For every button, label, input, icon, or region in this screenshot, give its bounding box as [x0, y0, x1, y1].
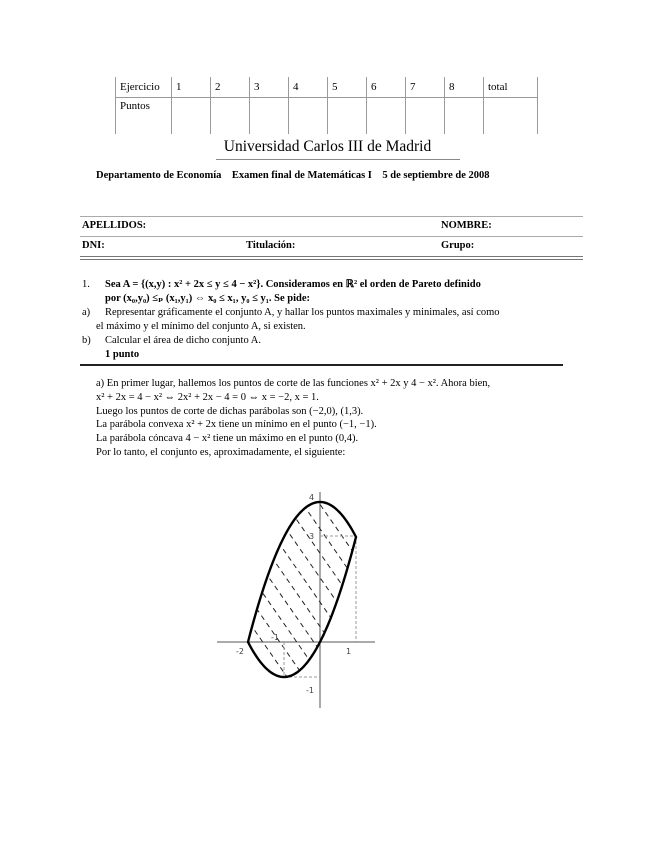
- exam-date: 5 de septiembre de 2008: [382, 170, 490, 181]
- answer-line: La parábola cóncava 4 − x² tiene un máximo en el punto (0,4).: [96, 433, 359, 444]
- region-figure: [215, 490, 385, 715]
- tick-label-x-2: -2: [236, 647, 244, 656]
- score-header-cell: 8: [445, 77, 484, 98]
- part-b-text: Calcular el área de dicho conjunto A.: [105, 335, 261, 346]
- question-points: 1 punto: [105, 349, 140, 360]
- title-underline: [216, 159, 460, 160]
- part-b-label: b): [82, 335, 91, 346]
- score-row-label: Puntos: [116, 98, 172, 135]
- department: Departamento de Economía: [96, 170, 222, 181]
- part-a-text: el máximo y el mínimo del conjunto A, si existen.: [96, 321, 306, 332]
- divider: [80, 216, 583, 217]
- question-statement: Sea A = {(x,y) : x² + 2x ≤ y ≤ 4 − x²}. Consideramos en ℝ² el orden de Pareto definido: [105, 279, 481, 290]
- grupo-label: Grupo:: [441, 240, 475, 251]
- tick-label-y4: 4: [309, 493, 315, 502]
- hatch-line: [215, 490, 351, 715]
- hatch-line: [293, 490, 385, 715]
- part-a-text: Representar gráficamente el conjunto A, y hallar los puntos maximales y minimales, así como: [105, 307, 500, 318]
- score-cell[interactable]: [289, 98, 328, 135]
- score-cell[interactable]: [367, 98, 406, 135]
- divider: [80, 236, 583, 237]
- dni-label: DNI:: [82, 240, 105, 251]
- question-divider: [80, 364, 563, 366]
- divider: [80, 256, 583, 257]
- score-header-cell: 1: [172, 77, 211, 98]
- hatch-line: [259, 490, 385, 715]
- hatch-line: [242, 490, 385, 715]
- answer-line: La parábola convexa x² + 2x tiene un mínimo en el punto (−1, −1).: [96, 419, 377, 430]
- score-cell[interactable]: [445, 98, 484, 135]
- titulacion-label: Titulación:: [246, 240, 296, 251]
- score-cell[interactable]: [250, 98, 289, 135]
- tick-label-y3: 3: [309, 532, 315, 541]
- hatch-line: [225, 490, 385, 715]
- divider: [80, 259, 583, 260]
- part-a-label: a): [82, 307, 91, 318]
- score-cell[interactable]: [211, 98, 250, 135]
- score-header-cell: 2: [211, 77, 250, 98]
- hatch-line: [215, 490, 249, 715]
- university-title: Universidad Carlos III de Madrid: [223, 138, 432, 155]
- score-cell[interactable]: [484, 98, 538, 135]
- hatching: [215, 490, 385, 715]
- score-header-cell: Ejercicio: [116, 77, 172, 98]
- hatch-line: [215, 490, 300, 715]
- score-cell[interactable]: [406, 98, 445, 135]
- hatch-line: [215, 490, 232, 715]
- score-cell[interactable]: [172, 98, 211, 135]
- answer-line: Luego los puntos de corte de dichas parábolas son (−2,0), (1,3).: [96, 406, 364, 417]
- score-header-cell: 6: [367, 77, 406, 98]
- score-cell[interactable]: [328, 98, 367, 135]
- score-table: [115, 77, 538, 134]
- tick-label-x1: 1: [346, 647, 352, 656]
- score-header-cell: 5: [328, 77, 367, 98]
- score-header-cell: 7: [406, 77, 445, 98]
- exam-header: [96, 170, 490, 181]
- apellidos-label: APELLIDOS:: [82, 220, 147, 231]
- tick-label-y-1: -1: [306, 686, 314, 695]
- score-header-cell: 4: [289, 77, 328, 98]
- hatch-line: [215, 490, 283, 715]
- answer-line: a) En primer lugar, hallemos los puntos de corte de las funciones x² + 2x y 4 − x². Ahora bien,: [96, 378, 491, 389]
- hatch-line: [215, 490, 317, 715]
- score-header-cell: 3: [250, 77, 289, 98]
- answer-line: Por lo tanto, el conjunto es, aproximadamente, el siguiente:: [96, 447, 346, 458]
- tick-label-x-1: -1: [271, 633, 279, 642]
- answer-line: x² + 2x = 4 − x² ⇔ 2x² + 2x − 4 = 0 ⇔ x = −2, x = 1.: [96, 392, 319, 403]
- hatch-line: [344, 490, 385, 715]
- question-statement: por (x₀,y₀) ≤ₚ (x₁,y₁) ⇔ x₀ ≤ x₁, y₀ ≤ y₁. Se pide:: [105, 293, 311, 304]
- exam-name: Examen final de Matemáticas I: [231, 170, 372, 181]
- question-number: 1.: [82, 279, 90, 290]
- hatch-line: [378, 490, 385, 715]
- score-header-cell: total: [484, 77, 538, 98]
- nombre-label: NOMBRE:: [441, 220, 492, 231]
- hatch-line: [361, 490, 385, 715]
